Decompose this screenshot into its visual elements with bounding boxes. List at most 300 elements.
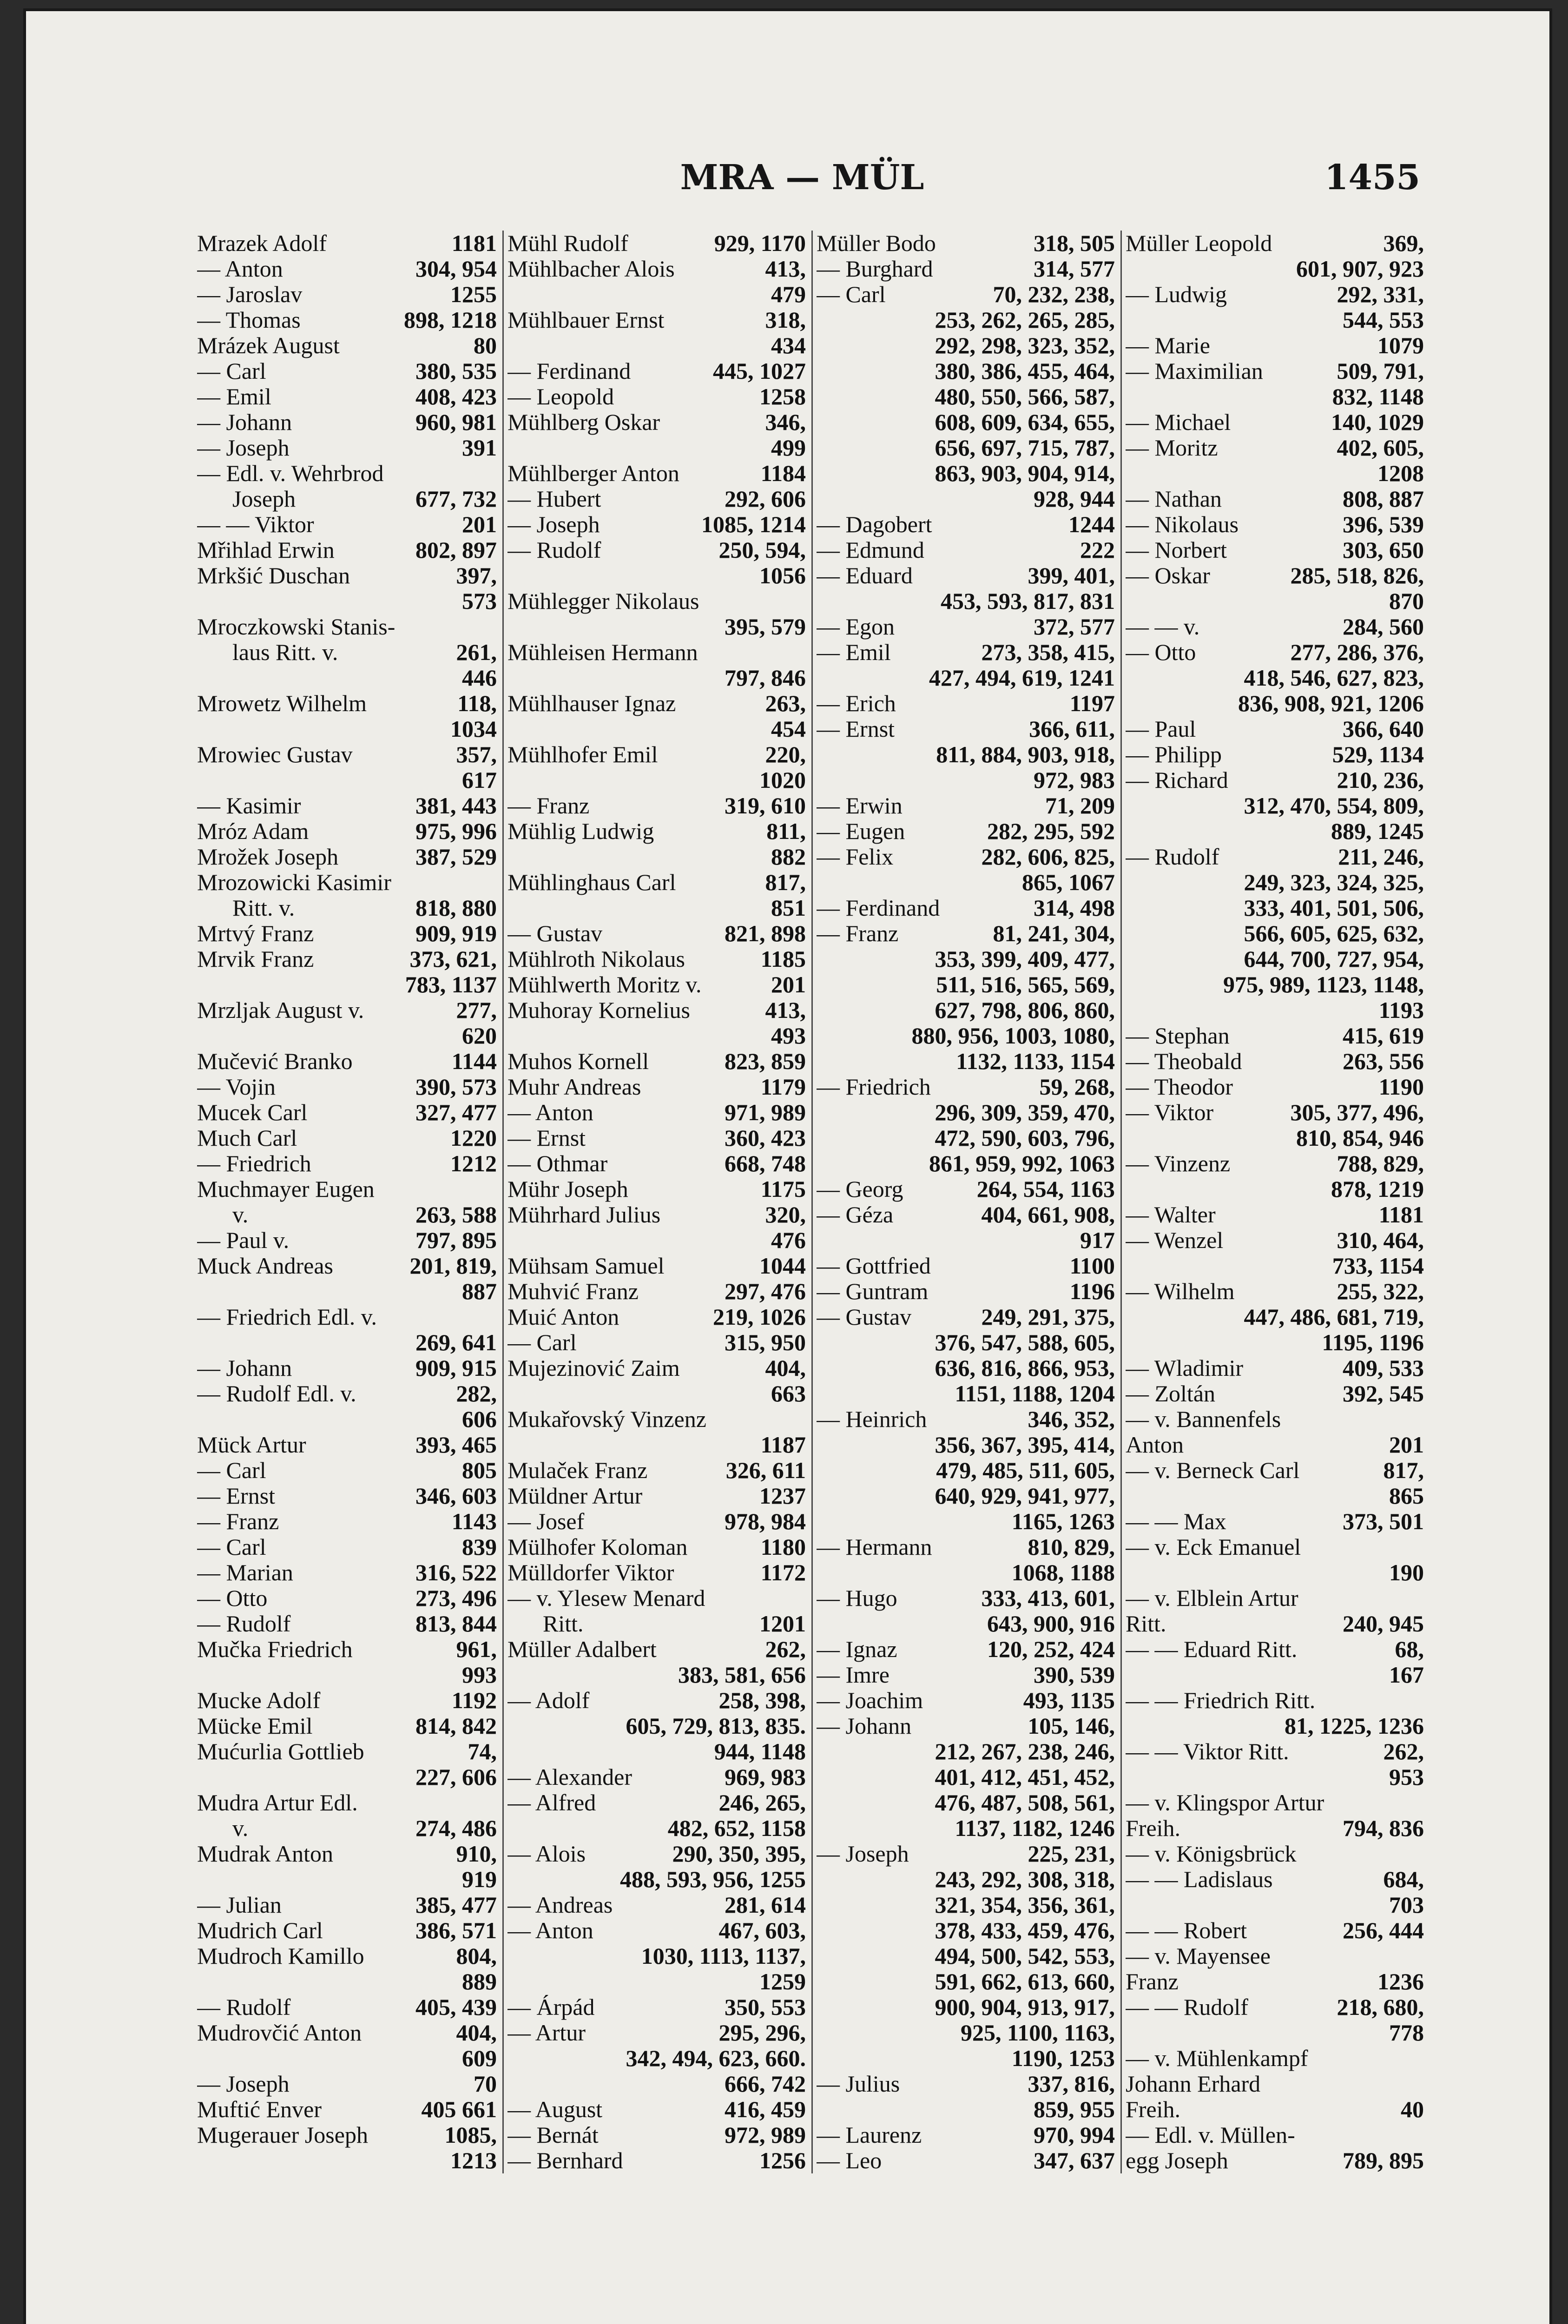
entry-pages: 1143 xyxy=(451,1509,497,1534)
index-entry-continuation: 342, 494, 623, 660. xyxy=(626,2045,806,2071)
entry-name: — Walter xyxy=(1126,1202,1216,1228)
entry-pages: 1185 xyxy=(760,946,806,972)
entry-name: — Moritz xyxy=(1126,435,1218,461)
index-entry xyxy=(817,1253,1115,1279)
entry-pages: 413, xyxy=(765,997,806,1023)
index-entry-continuation: 401, 412, 451, 452, xyxy=(935,1764,1115,1790)
index-entry-continuation: 606 xyxy=(462,1406,497,1432)
index-entry xyxy=(1126,1023,1424,1049)
entry-name: — Hubert xyxy=(507,486,601,512)
index-entry-continuation: 383, 581, 656 xyxy=(678,1662,806,1688)
entry-pages: 201 xyxy=(1389,1432,1424,1458)
entry-name: — Leo xyxy=(817,2148,882,2173)
index-entry xyxy=(197,435,497,461)
index-entry-continuation: 566, 605, 625, 632, xyxy=(1244,920,1424,946)
entry-pages: 390, 573 xyxy=(415,1074,497,1100)
index-entry-continuation: 1068, 1188 xyxy=(1011,1559,1115,1585)
index-entry-continuation: 880, 956, 1003, 1080, xyxy=(911,1023,1115,1049)
entry-name: Mühlberg Oskar xyxy=(507,409,660,435)
entry-name: — Ernst xyxy=(817,716,895,742)
entry-name: — Paul v. xyxy=(197,1228,290,1253)
index-entry xyxy=(507,1688,806,1713)
index-entry xyxy=(1126,1458,1424,1483)
entry-name: — Erwin xyxy=(817,793,903,819)
index-entry xyxy=(507,1330,806,1355)
entry-pages: 81, 241, 304, xyxy=(993,921,1115,946)
entry-pages: 346, xyxy=(765,409,806,435)
entry-name: — Emil xyxy=(817,640,891,665)
entry-name: Mrožek Joseph xyxy=(197,844,339,870)
entry-name: Mrtvý Franz xyxy=(197,921,314,946)
index-entry-continuation: 479, 485, 511, 605, xyxy=(936,1457,1115,1483)
entry-pages: 327, 477 xyxy=(415,1100,497,1125)
entry-name: — Géza xyxy=(817,1202,894,1228)
index-entry xyxy=(197,1151,497,1176)
entry-pages: 396, 539 xyxy=(1343,512,1424,537)
index-entry xyxy=(817,1202,1115,1228)
entry-pages: 256, 444 xyxy=(1343,1918,1424,1943)
entry-name: Mroczkowski Stanis- xyxy=(197,614,395,640)
entry-pages: 668, 748 xyxy=(725,1151,806,1176)
entry-pages: 292, 331, xyxy=(1337,282,1424,307)
entry-pages: 68, xyxy=(1395,1637,1424,1662)
index-entry xyxy=(507,1279,806,1304)
entry-pages: 346, 352, xyxy=(1028,1406,1115,1432)
index-entry xyxy=(507,537,806,563)
entry-pages: 211, 246, xyxy=(1338,844,1424,870)
index-entry xyxy=(197,819,497,844)
entry-name: Mrzljak August v. xyxy=(197,997,364,1023)
entry-name: Mücke Emil xyxy=(197,1713,313,1739)
index-entry xyxy=(1126,512,1424,537)
index-entry xyxy=(507,1355,806,1381)
index-entry xyxy=(197,1994,497,2020)
index-entry-continuation: 494, 500, 542, 553, xyxy=(935,1943,1115,1969)
index-entry-continuation: 925, 1100, 1163, xyxy=(961,2020,1115,2046)
index-entry xyxy=(197,640,497,665)
index-column-1 xyxy=(193,231,502,2173)
index-entry xyxy=(197,921,497,946)
entry-pages: 105, 146, xyxy=(1028,1713,1115,1739)
entry-name: — Norbert xyxy=(1126,537,1227,563)
index-entry-continuation: 859, 955 xyxy=(1034,2096,1115,2122)
entry-pages: 684, xyxy=(1383,1867,1424,1892)
entry-name: — Otto xyxy=(1126,640,1196,665)
index-entry xyxy=(197,256,497,282)
index-entry xyxy=(1126,1867,1424,1892)
index-entry-continuation: 887 xyxy=(462,1278,497,1304)
entry-pages: 1212 xyxy=(450,1151,497,1176)
entry-name: — Othmar xyxy=(507,1151,608,1176)
entry-pages: 249, 291, 375, xyxy=(981,1304,1115,1330)
entry-pages: 909, 919 xyxy=(415,921,497,946)
entry-pages: 975, 996 xyxy=(415,819,497,844)
index-entry xyxy=(197,946,497,972)
entry-pages: 290, 350, 395, xyxy=(672,1841,806,1867)
index-entry xyxy=(1126,614,1424,640)
entry-name: Mulaček Franz xyxy=(507,1458,648,1483)
index-entry-continuation: 944, 1148 xyxy=(714,1738,806,1764)
entry-pages: 292, 606 xyxy=(725,486,806,512)
entry-name: — Dagobert xyxy=(817,512,932,537)
entry-name: Mülldorfer Viktor xyxy=(507,1560,674,1585)
index-entry xyxy=(197,282,497,307)
entry-name: Much Carl xyxy=(197,1125,297,1151)
entry-name: — Hugo xyxy=(817,1585,897,1611)
entry-pages: 392, 545 xyxy=(1343,1381,1424,1406)
index-entry xyxy=(197,1534,497,1560)
entry-pages: 821, 898 xyxy=(725,921,806,946)
entry-name: — Rudolf xyxy=(197,1994,291,2020)
entry-pages: 445, 1027 xyxy=(713,358,806,384)
index-entry-continuation: 190 xyxy=(1389,1559,1424,1585)
index-entry-continuation: 227, 606 xyxy=(415,1764,497,1790)
entry-pages: 978, 984 xyxy=(725,1509,806,1534)
index-entry xyxy=(1126,1151,1424,1176)
entry-pages: 385, 477 xyxy=(415,1892,497,1918)
index-entry xyxy=(197,1228,497,1253)
entry-pages: 250, 594, xyxy=(718,537,806,563)
entry-pages: 1220 xyxy=(450,1125,497,1151)
entry-pages: 399, 401, xyxy=(1028,563,1115,588)
entry-pages: 971, 989 xyxy=(725,1100,806,1125)
entry-pages: 218, 680, xyxy=(1337,1994,1424,2020)
index-entry xyxy=(507,1202,806,1228)
entry-name: — Emil xyxy=(197,384,271,409)
index-entry xyxy=(1126,282,1424,307)
entry-name: Mucke Adolf xyxy=(197,1688,321,1713)
index-entry xyxy=(817,1074,1115,1100)
entry-name: Mučević Branko xyxy=(197,1049,353,1074)
index-entry-continuation: 656, 697, 715, 787, xyxy=(935,435,1115,461)
entry-pages: 1175 xyxy=(760,1176,806,1202)
index-entry xyxy=(1126,1611,1424,1637)
index-entry-continuation: 321, 354, 356, 361, xyxy=(935,1892,1115,1918)
entry-pages: 1236 xyxy=(1377,1969,1424,1994)
entry-name: Ritt. v. xyxy=(232,895,295,921)
entry-name: Mühlbauer Ernst xyxy=(507,307,665,333)
index-entry xyxy=(817,512,1115,537)
entry-pages: 303, 650 xyxy=(1343,537,1424,563)
index-entry xyxy=(1126,1739,1424,1764)
index-entry-continuation: 900, 904, 913, 917, xyxy=(935,1994,1115,2020)
index-entry xyxy=(197,1381,497,1406)
index-entry xyxy=(507,384,806,409)
entry-name: — Vojin xyxy=(197,1074,276,1100)
entry-name: — Edmund xyxy=(817,537,924,563)
index-page xyxy=(23,8,1552,2324)
entry-pages: 315, 950 xyxy=(725,1330,806,1355)
entry-name: Franz xyxy=(1126,1969,1179,1994)
index-entry xyxy=(507,1841,806,1867)
entry-pages: 318, xyxy=(765,307,806,333)
entry-name: — Jaroslav xyxy=(197,282,303,307)
entry-name: — Eugen xyxy=(817,819,905,844)
entry-pages: 839 xyxy=(462,1534,497,1560)
index-entry xyxy=(197,1892,497,1918)
entry-name: — Bernát xyxy=(507,2122,599,2148)
entry-pages: 366, 640 xyxy=(1343,716,1424,742)
index-entry xyxy=(197,2020,497,2046)
entry-pages: 220, xyxy=(765,742,806,767)
index-entry xyxy=(197,2097,497,2122)
index-entry xyxy=(1126,1918,1424,1943)
entry-pages: 910, xyxy=(456,1841,497,1867)
entry-name: — Ludwig xyxy=(1126,282,1227,307)
entry-name: — Gustav xyxy=(817,1304,912,1330)
entry-pages: 970, 994 xyxy=(1034,2122,1115,2148)
index-entry xyxy=(197,691,497,716)
entry-name: — Nathan xyxy=(1126,486,1222,512)
index-entry xyxy=(507,2122,806,2148)
index-entry-continuation: 836, 908, 921, 1206 xyxy=(1238,690,1424,716)
index-entry xyxy=(817,614,1115,640)
index-entry-continuation: 1187 xyxy=(760,1432,806,1458)
entry-pages: 369, xyxy=(1383,231,1424,256)
entry-pages: 814, 842 xyxy=(415,1713,497,1739)
entry-name: Mühleisen Hermann xyxy=(507,640,698,665)
entry-pages: 273, 496 xyxy=(415,1585,497,1611)
entry-name: v. xyxy=(232,1202,249,1228)
index-entry xyxy=(1126,1406,1424,1432)
index-entry-continuation: 608, 609, 634, 655, xyxy=(935,409,1115,435)
index-entry xyxy=(197,1560,497,1585)
entry-pages: 118, xyxy=(457,691,497,716)
entry-pages: 314, 498 xyxy=(1034,895,1115,921)
index-entry-continuation: 1193 xyxy=(1378,997,1424,1023)
index-entry xyxy=(507,1074,806,1100)
entry-name: — Otto xyxy=(197,1585,268,1611)
entry-name: Mühlig Ludwig xyxy=(507,819,654,844)
index-entry xyxy=(1126,716,1424,742)
index-entry-continuation: 499 xyxy=(771,435,806,461)
entry-pages: 357, xyxy=(456,742,497,767)
entry-name: Mukařovský Vinzenz xyxy=(507,1406,706,1432)
index-entry xyxy=(197,1816,497,1841)
index-entry xyxy=(507,2020,806,2046)
index-entry xyxy=(507,793,806,819)
index-entry xyxy=(1126,1509,1424,1534)
entry-name: Mrkšić Duschan xyxy=(197,563,350,588)
index-entry xyxy=(507,307,806,333)
entry-pages: 74, xyxy=(468,1739,497,1764)
entry-name: Mühr Joseph xyxy=(507,1176,628,1202)
index-entry xyxy=(1126,1841,1424,1867)
entry-name: Mrowetz Wilhelm xyxy=(197,691,367,716)
index-entry-continuation: 797, 846 xyxy=(725,665,806,691)
index-entry-continuation: 643, 900, 916 xyxy=(987,1611,1115,1637)
entry-name: Müldner Artur xyxy=(507,1483,643,1509)
index-entry xyxy=(197,1432,497,1458)
index-entry xyxy=(1126,435,1424,461)
index-entry xyxy=(197,895,497,921)
index-entry-continuation: 446 xyxy=(462,665,497,691)
index-entry-continuation: 863, 903, 904, 914, xyxy=(935,460,1115,486)
index-entry xyxy=(817,1406,1115,1432)
index-entry xyxy=(1126,1585,1424,1611)
entry-pages: 405, 439 xyxy=(415,1994,497,2020)
index-entry-continuation: 395, 579 xyxy=(725,614,806,640)
entry-pages: 282, xyxy=(456,1381,497,1406)
entry-name: — v. Berneck Carl xyxy=(1126,1458,1300,1483)
entry-name: Freih. xyxy=(1126,1816,1181,1841)
index-entry-continuation: 609 xyxy=(462,2045,497,2071)
index-entry xyxy=(817,2071,1115,2097)
entry-name: Müller Adalbert xyxy=(507,1637,657,1662)
entry-pages: 1256 xyxy=(759,2148,806,2173)
entry-pages: 210, 236, xyxy=(1337,767,1424,793)
index-entry xyxy=(507,1918,806,1943)
entry-pages: 277, 286, 376, xyxy=(1290,640,1424,665)
index-entry xyxy=(817,1176,1115,1202)
entry-name: — Imre xyxy=(817,1662,889,1688)
entry-pages: 817, xyxy=(1383,1458,1424,1483)
running-head: MRA — MÜL xyxy=(680,158,924,198)
index-column-3 xyxy=(811,231,1120,2173)
index-entry xyxy=(197,486,497,512)
entry-pages: 262, xyxy=(765,1637,806,1662)
entry-name: — Richard xyxy=(1126,767,1228,793)
index-entry-continuation: 1020 xyxy=(759,767,806,793)
index-entry xyxy=(817,895,1115,921)
entry-name: — Ferdinand xyxy=(817,895,940,921)
index-entry xyxy=(1126,409,1424,435)
index-entry-continuation: 663 xyxy=(771,1380,806,1406)
index-entry xyxy=(197,742,497,767)
index-entry-continuation: 889, 1245 xyxy=(1331,818,1424,844)
entry-pages: 1201 xyxy=(759,1611,806,1637)
entry-pages: 318, 505 xyxy=(1034,231,1115,256)
index-entry xyxy=(817,563,1115,588)
index-entry xyxy=(197,1688,497,1713)
index-entry xyxy=(507,691,806,716)
entry-name: — Wenzel xyxy=(1126,1228,1224,1253)
index-entry xyxy=(507,231,806,256)
entry-name: — v. Mühlenkampf xyxy=(1126,2046,1308,2071)
index-entry xyxy=(817,231,1115,256)
entry-name: — Anton xyxy=(507,1918,593,1943)
index-entry-continuation: 620 xyxy=(462,1023,497,1049)
entry-pages: 416, 459 xyxy=(725,2097,806,2122)
entry-name: — Ernst xyxy=(507,1125,586,1151)
index-entry xyxy=(817,819,1115,844)
entry-pages: 788, 829, xyxy=(1337,1151,1424,1176)
index-entry-continuation: 269, 641 xyxy=(415,1329,497,1355)
index-entry-continuation: 249, 323, 324, 325, xyxy=(1244,869,1424,895)
index-entry xyxy=(507,1534,806,1560)
entry-name: — Ernst xyxy=(197,1483,276,1509)
entry-name: — — Max xyxy=(1126,1509,1226,1534)
index-entry xyxy=(507,1176,806,1202)
entry-name: — — Eduard Ritt. xyxy=(1126,1637,1298,1662)
index-entry xyxy=(817,1304,1115,1330)
entry-name: Mudrak Anton xyxy=(197,1841,334,1867)
index-entry-continuation: 376, 547, 588, 605, xyxy=(935,1329,1115,1355)
entry-pages: 391 xyxy=(462,435,497,461)
index-entry-continuation: 454 xyxy=(771,716,806,742)
entry-name: — Erich xyxy=(817,691,896,716)
index-entry-continuation: 972, 983 xyxy=(1034,767,1115,793)
index-entry xyxy=(1126,1943,1424,1969)
index-entry-continuation: 832, 1148 xyxy=(1332,383,1424,409)
entry-name: Joseph xyxy=(232,486,296,512)
index-entry xyxy=(1126,537,1424,563)
entry-pages: 381, 443 xyxy=(415,793,497,819)
index-entry-continuation: 870 xyxy=(1389,588,1424,614)
entry-pages: 285, 518, 826, xyxy=(1290,563,1424,588)
entry-pages: 71, 209 xyxy=(1045,793,1115,819)
entry-pages: 405 661 xyxy=(421,2097,497,2122)
index-entry-continuation: 865, 1067 xyxy=(1022,869,1115,895)
index-entry xyxy=(197,1611,497,1637)
entry-pages: 808, 887 xyxy=(1343,486,1424,512)
index-entry-continuation: 253, 262, 265, 285, xyxy=(935,307,1115,333)
index-entry xyxy=(507,946,806,972)
entry-name: Mühlhauser Ignaz xyxy=(507,691,676,716)
index-entry xyxy=(1126,1355,1424,1381)
index-entry-continuation: 488, 593, 956, 1255 xyxy=(620,1866,806,1892)
entry-name: Mühlhofer Emil xyxy=(507,742,658,767)
index-entry xyxy=(817,1841,1115,1867)
entry-name: Mućurlia Gottlieb xyxy=(197,1739,364,1764)
index-entry xyxy=(507,1483,806,1509)
index-entry-continuation: 919 xyxy=(462,1866,497,1892)
entry-name: — Joseph xyxy=(507,512,600,537)
index-entry xyxy=(1126,1432,1424,1458)
entry-name: — — Viktor xyxy=(197,512,314,537)
entry-name: Mucek Carl xyxy=(197,1100,308,1125)
index-entry-continuation: 953 xyxy=(1389,1764,1424,1790)
entry-name: — Friedrich Edl. v. xyxy=(197,1304,377,1330)
index-entry-continuation: 810, 854, 946 xyxy=(1296,1125,1424,1151)
index-entry xyxy=(197,1943,497,1969)
entry-name: Muić Anton xyxy=(507,1304,619,1330)
entry-name: — Egon xyxy=(817,614,895,640)
page-number: 1455 xyxy=(1324,158,1420,198)
entry-pages: 281, 614 xyxy=(725,1892,806,1918)
index-entry-continuation: 167 xyxy=(1389,1662,1424,1688)
entry-name: Anton xyxy=(1126,1432,1184,1458)
index-entry-continuation: 81, 1225, 1236 xyxy=(1285,1713,1424,1739)
entry-name: Mudra Artur Edl. xyxy=(197,1790,358,1816)
index-entry-continuation: 296, 309, 359, 470, xyxy=(935,1099,1115,1125)
index-entry xyxy=(1126,333,1424,358)
entry-name: Mrvik Franz xyxy=(197,946,314,972)
entry-name: — Carl xyxy=(507,1330,577,1355)
entry-name: Mrozowicki Kasimir xyxy=(197,870,391,895)
index-entry xyxy=(197,1458,497,1483)
entry-pages: 805 xyxy=(462,1458,497,1483)
index-entry xyxy=(507,1253,806,1279)
entry-name: — Stephan xyxy=(1126,1023,1230,1049)
index-entry xyxy=(507,486,806,512)
entry-pages: 59, 268, xyxy=(1039,1074,1115,1100)
index-entry xyxy=(817,1662,1115,1688)
index-entry xyxy=(1126,1994,1424,2020)
entry-name: laus Ritt. v. xyxy=(232,640,338,665)
index-entry xyxy=(507,1790,806,1816)
index-entry-continuation: 778 xyxy=(1389,2020,1424,2046)
index-entry-continuation: 975, 989, 1123, 1148, xyxy=(1223,971,1424,997)
index-entry xyxy=(1126,358,1424,384)
entry-pages: 1197 xyxy=(1069,691,1115,716)
entry-pages: 1255 xyxy=(450,282,497,307)
index-entry-continuation: 447, 486, 681, 719, xyxy=(1244,1304,1424,1330)
index-entry-continuation: 1208 xyxy=(1377,460,1424,486)
entry-pages: 413, xyxy=(765,256,806,282)
index-entry-continuation: 644, 700, 727, 954, xyxy=(1244,946,1424,972)
index-entry-continuation: 511, 516, 565, 569, xyxy=(936,971,1115,997)
